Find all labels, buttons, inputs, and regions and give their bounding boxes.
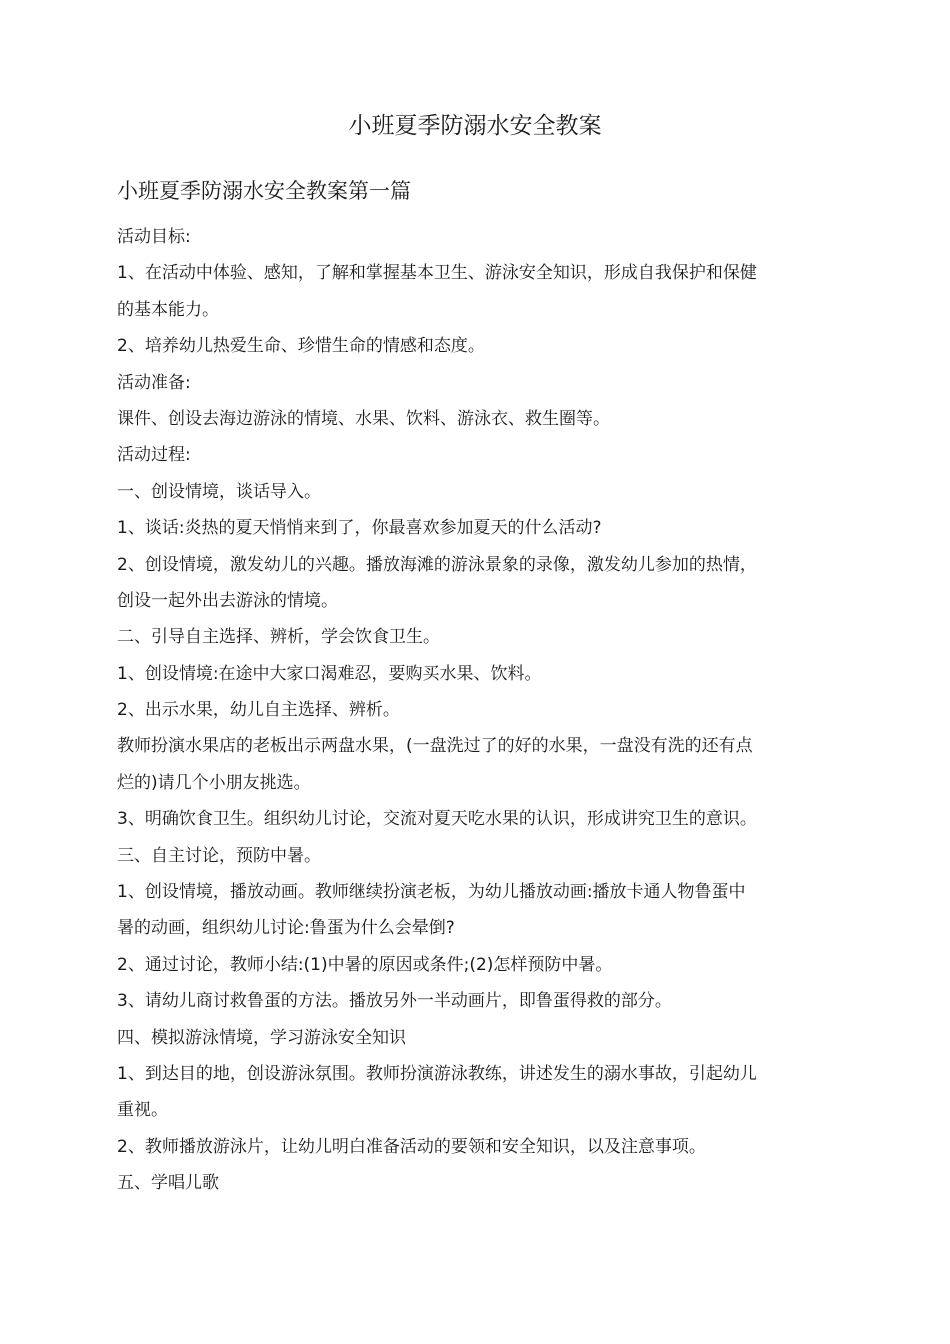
text-line: 活动目标: bbox=[117, 227, 191, 247]
text-line: 1、在活动中体验、感知，了解和掌握基本卫生、游泳安全知识，形成自我保护和保健 bbox=[117, 263, 757, 284]
text-line: 的基本能力。 bbox=[117, 299, 219, 320]
text-line: 1、谈话:炎热的夏天悄悄来到了，你最喜欢参加夏天的什么活动? bbox=[117, 518, 602, 539]
document-body bbox=[117, 222, 837, 1205]
text-line: 3、明确饮食卫生。组织幼儿讨论，交流对夏天吃水果的认识，形成讲究卫生的意识。 bbox=[117, 809, 757, 830]
text-line: 创设一起外出去游泳的情境。 bbox=[117, 590, 338, 611]
text-line: 五、学唱儿歌 bbox=[117, 1173, 219, 1194]
text-line: 2、培养幼儿热爱生命、珍惜生命的情感和态度。 bbox=[117, 336, 485, 357]
text-line: 1、创设情境:在途中大家口渴难忍，要购买水果、饮料。 bbox=[117, 663, 542, 684]
text-line: 活动准备: bbox=[117, 372, 191, 393]
text-line: 暑的动画，组织幼儿讨论:鲁蛋为什么会晕倒? bbox=[117, 918, 455, 939]
text-line: 一、创设情境，谈话导入。 bbox=[117, 481, 321, 502]
text-line: 3、请幼儿商讨救鲁蛋的方法。播放另外一半动画片，即鲁蛋得救的部分。 bbox=[117, 991, 672, 1012]
text-line: 活动过程: bbox=[117, 445, 191, 466]
text-line: 四、模拟游泳情境，学习游泳安全知识 bbox=[117, 1027, 406, 1048]
document-title: 小班夏季防溺水安全教案 bbox=[348, 113, 602, 139]
text-line: 课件、创设去海边游泳的情境、水果、饮料、游泳衣、救生圈等。 bbox=[117, 408, 610, 429]
text-line: 重视。 bbox=[117, 1100, 168, 1121]
text-line: 1、到达目的地，创设游泳氛围。教师扮演游泳教练，讲述发生的溺水事故，引起幼儿 bbox=[117, 1063, 757, 1084]
text-line: 三、自主讨论，预防中暑。 bbox=[117, 845, 321, 866]
text-line: 二、引导自主选择、辨析，学会饮食卫生。 bbox=[117, 627, 440, 648]
text-line: 1、创设情境，播放动画。教师继续扮演老板，为幼儿播放动画:播放卡通人物鲁蛋中 bbox=[117, 882, 746, 903]
section-heading: 小班夏季防溺水安全教案第一篇 bbox=[117, 179, 411, 203]
text-line: 2、教师播放游泳片，让幼儿明白准备活动的要领和安全知识，以及注意事项。 bbox=[117, 1136, 706, 1157]
text-line: 2、通过讨论，教师小结:(1)中暑的原因或条件;(2)怎样预防中暑。 bbox=[117, 954, 613, 975]
text-line: 2、创设情境，激发幼儿的兴趣。播放海滩的游泳景象的录像，激发幼儿参加的热情， bbox=[117, 554, 757, 575]
text-line: 2、出示水果，幼儿自主选择、辨析。 bbox=[117, 700, 400, 721]
text-line: 教师扮演水果店的老板出示两盘水果，(一盘洗过了的好的水果，一盘没有洗的还有点 bbox=[117, 736, 753, 757]
text-line: 烂的)请几个小朋友挑选。 bbox=[117, 772, 311, 793]
